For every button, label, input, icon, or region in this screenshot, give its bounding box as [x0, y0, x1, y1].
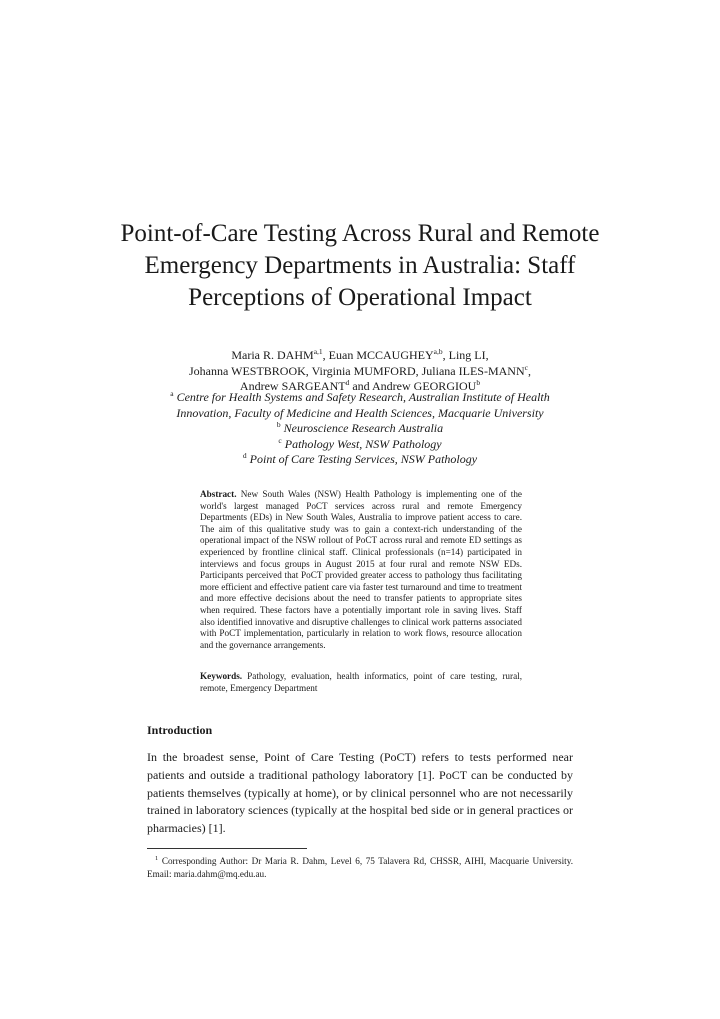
- affiliation-a-line-1: [80, 390, 640, 406]
- affiliation-text: Innovation, Faculty of Medicine and Health Sciences, Macquarie University: [176, 405, 544, 420]
- abstract-label: Abstract.: [200, 489, 237, 499]
- abstract-text: New South Wales (NSW) Health Pathology is implementing one of the world's largest managed PoCT services across rural and remote Emergency Departments (EDs) in New South Wales, Australia to improve patient access to care. The aim of this qualitative study was to gain a context-rich understanding of the operational impact of the NSW rollout of PoCT across rural and remote ED settings as experienced by frontline clinical staff. Clinical professionals (n=14) participated in interviews and focus groups in August 2015 at four rural and remote NSW EDs. Participants perceived that PoCT provided greater access to pathology thus facilitating more efficient and effective patient care via faster test turnaround and time to treatment and more effective decisions about the need to transfer patients to appropriate sites when required. These factors have a potentially important role in saving lives. Staff also identified innovative and disruptive challenges to clinical work patterns associated with PoCT implementation, particularly in relation to work flows, resource allocation and the governance arrangements.: [200, 489, 522, 650]
- footnote-divider: [147, 848, 307, 849]
- author-name: , Euan MCCAUGHEY: [322, 348, 434, 362]
- author-superscript: b: [476, 378, 481, 387]
- author-line-1: [90, 348, 630, 364]
- affiliation-superscript: d: [242, 451, 247, 460]
- footnote-marker: 1: [155, 854, 159, 862]
- affiliation-text: Neuroscience Research Australia: [283, 421, 444, 435]
- author-name: Andrew SARGEANT: [239, 379, 346, 393]
- keywords-label: Keywords.: [200, 671, 243, 681]
- affiliation-a-line-2: [80, 406, 640, 422]
- keywords: [200, 671, 522, 694]
- author-name: Maria R. DAHM: [231, 348, 314, 362]
- keywords-text: Pathology, evaluation, health informatics, point of care testing, rural, remote, Emergency Department: [200, 671, 522, 693]
- affiliation-superscript: a: [170, 389, 174, 398]
- section-heading-introduction: Introduction: [147, 723, 213, 737]
- author-superscript: c: [524, 362, 528, 372]
- affiliation-text: Centre for Health Systems and Safety Research, Australian Institute of Health: [176, 390, 550, 404]
- footnote: [147, 855, 573, 880]
- affiliation-c: [80, 437, 640, 453]
- footnote-text: Corresponding Author: Dr Maria R. Dahm, Level 6, 75 Talavera Rd, CHSSR, AIHI, Macquarie University. Email: maria.dahm@mq.edu.au.: [147, 856, 574, 879]
- author-superscript: d: [345, 378, 350, 387]
- affiliation-text: Pathology West, NSW Pathology: [284, 436, 442, 451]
- introduction-paragraph: In the broadest sense, Point of Care Testing (PoCT) refers to tests performed near patients and outside a traditional pathology laboratory [1]. PoCT can be conducted by patients themselves (typically at home), or by clinical personnel who are not necessarily trained in laboratory sciences (typically at the hospital bed side or in general practices or pharmacies) [1].: [147, 750, 573, 836]
- affiliation-text: Point of Care Testing Services, NSW Pathology: [249, 452, 478, 466]
- affiliation-b: [80, 421, 640, 437]
- affiliation-d: [80, 452, 640, 468]
- affiliation-superscript: b: [276, 420, 281, 429]
- author-list: [90, 348, 630, 395]
- abstract: [200, 489, 522, 651]
- author-separator: ,: [527, 363, 531, 378]
- author-name: , Ling LI,: [442, 348, 489, 362]
- author-superscript: a,1: [313, 347, 323, 356]
- author-name: Johanna WESTBROOK, Virginia MUMFORD, Juliana ILES-MANN: [189, 363, 525, 378]
- author-superscript: a,b: [433, 347, 443, 356]
- affiliation-list: [80, 390, 640, 468]
- affiliation-superscript: c: [278, 435, 282, 445]
- author-name: and Andrew GEORGIOU: [349, 379, 477, 393]
- author-line-2: [90, 364, 630, 380]
- paper-title: Point-of-Care Testing Across Rural and Remote Emergency Departments in Australia: Staff Perceptions of Operational Impact: [120, 220, 600, 311]
